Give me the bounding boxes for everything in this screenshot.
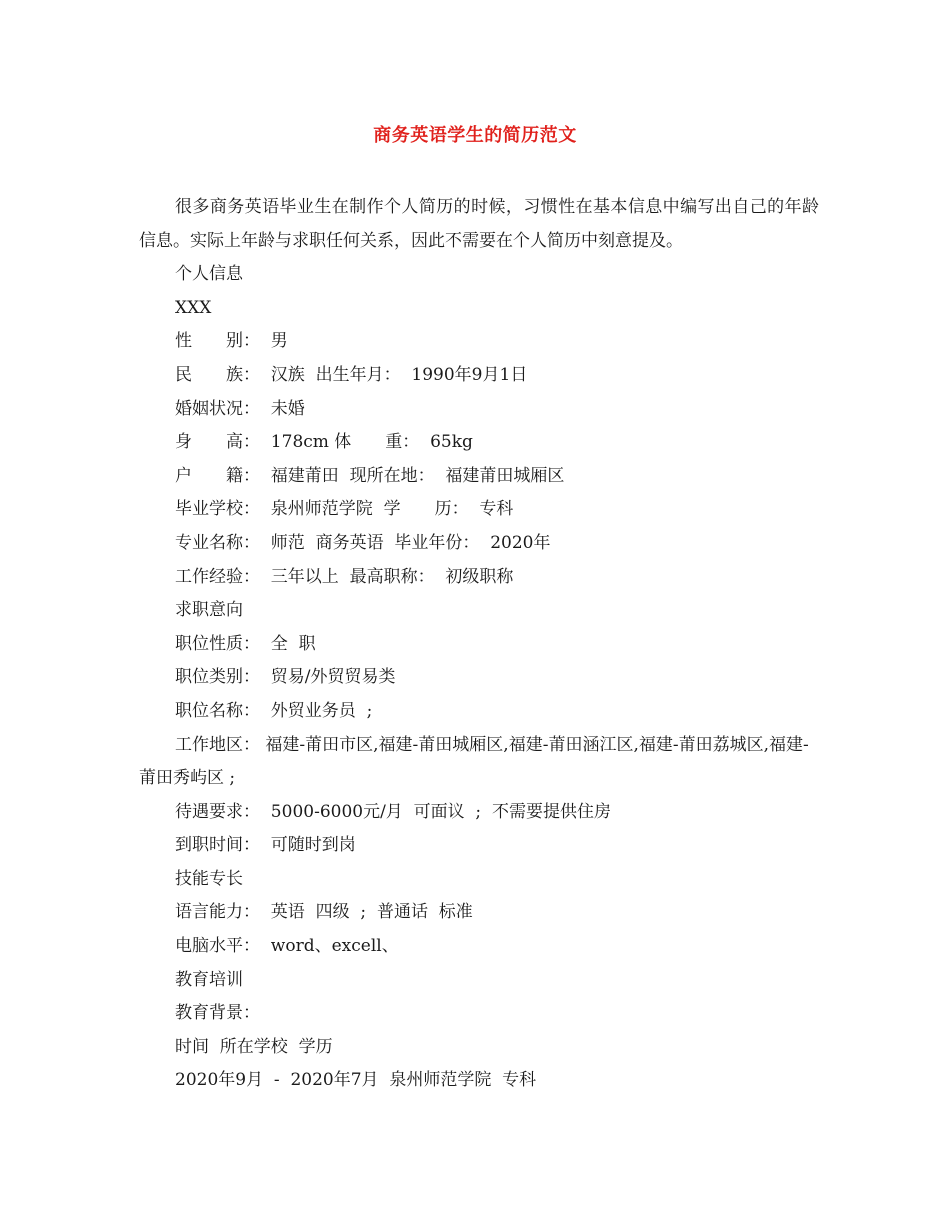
experience-title-line: 工作经验： 三年以上 最高职称： 初级职称 [175,566,514,587]
work-area-line: 工作地区： 福建-莆田市区,福建-莆田城厢区,福建-莆田涵江区,福建-莆田荔城区,福建-莆田秀屿区 ; [139,734,809,789]
start-time-line: 到职时间： 可随时到岗 [175,835,356,856]
hometown-residence-line: 户 籍： 福建莆田 现所在地： 福建莆田城厢区 [175,465,565,486]
education-table-header: 时间 所在学校 学历 [175,1036,333,1057]
gender-line: 性 别： 男 [175,331,288,352]
name-line: XXX [175,297,212,318]
height-weight-line: 身 高： 178cm 体 重： 65kg [175,432,473,453]
education-background-label: 教育背景： [175,1003,260,1024]
job-category-line: 职位类别： 贸易/外贸贸易类 [175,667,396,688]
language-skill-line: 语言能力： 英语 四级 ; 普通话 标准 [175,902,473,923]
education-entry: 2020年9月 - 2020年7月 泉州师范学院 专科 [175,1070,537,1091]
ethnicity-birth-line: 民 族： 汉族 出生年月： 1990年9月1日 [175,364,528,385]
salary-line: 待遇要求： 5000-6000元/月 可面议 ; 不需要提供住房 [175,801,611,822]
marital-status-line: 婚姻状况： 未婚 [175,398,305,419]
intro-paragraph: 很多商务英语毕业生在制作个人简历的时候，习惯性在基本信息中编写出自己的年龄信息。实际上年龄与求职任何关系，因此不需要在个人简历中刻意提及。 [139,197,819,251]
section-heading-skills: 技能专长 [175,868,243,889]
document-body [139,191,819,1098]
major-graduation-line: 专业名称： 师范 商务英语 毕业年份： 2020年 [175,532,551,553]
section-heading-education: 教育培训 [175,969,243,990]
job-title-line: 职位名称： 外贸业务员 ; [175,700,373,721]
section-heading-personal-info: 个人信息 [175,264,243,285]
job-nature-line: 职位性质： 全 职 [175,633,316,654]
computer-skill-line: 电脑水平： word、excell、 [175,936,399,957]
document-title: 商务英语学生的简历范文 [373,125,577,146]
section-heading-job-intent: 求职意向 [175,600,243,621]
school-degree-line: 毕业学校： 泉州师范学院 学 历： 专科 [175,499,514,520]
